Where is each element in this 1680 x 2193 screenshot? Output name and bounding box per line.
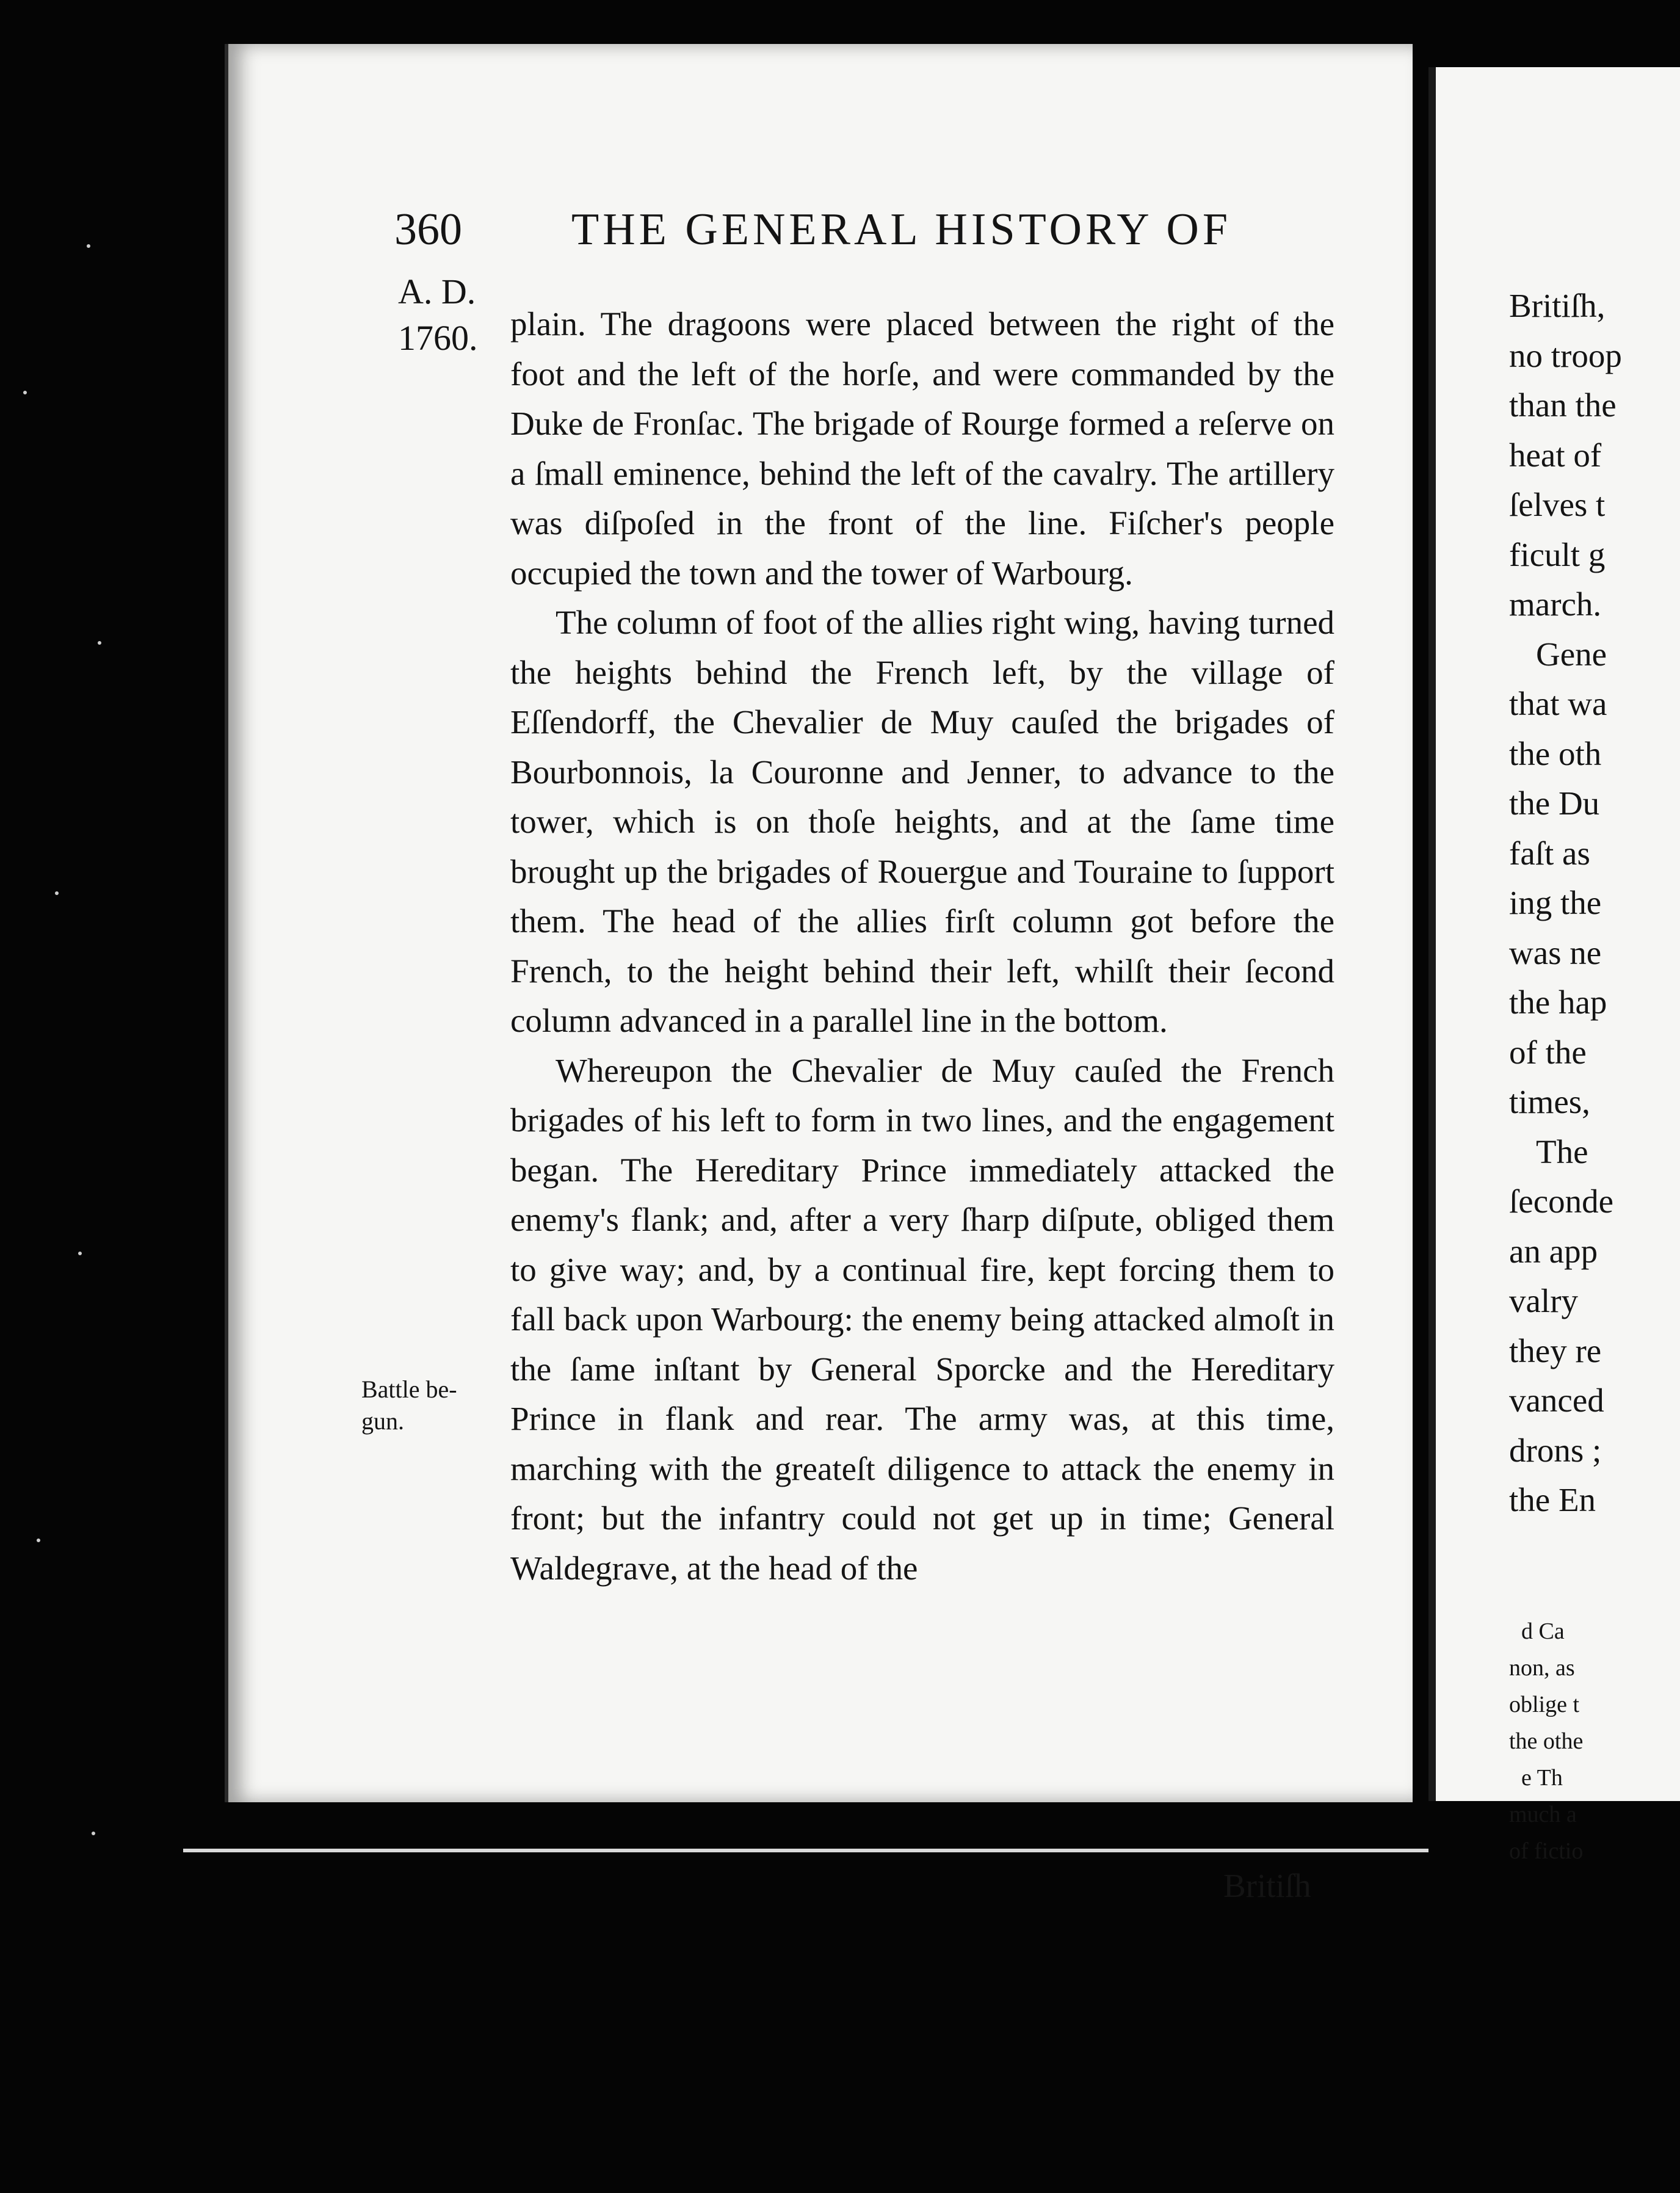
margin-date bbox=[398, 269, 478, 361]
margin-note-line2: gun. bbox=[361, 1407, 404, 1435]
right-line: Gene bbox=[1536, 635, 1607, 673]
margin-note-line1: Battle be- bbox=[361, 1376, 457, 1403]
right-page-fragment bbox=[1428, 67, 1680, 1864]
margin-date-line1: A. D. bbox=[398, 272, 476, 311]
right-line: valry bbox=[1509, 1282, 1579, 1319]
page-number: 360 bbox=[394, 205, 462, 255]
dust-speck bbox=[78, 1252, 82, 1255]
paragraph: plain. The dragoons were placed between the right of the foot and the left of the horſe, and were commanded by the Duke de Fronſac. The brigade of Rourge formed a reſerve on a ſmall eminence, behind the left of the cavalry. The artillery was diſpoſed in the front of the line. Fiſcher's people occupied the town and the tower of Warbourg. bbox=[510, 305, 1334, 592]
margin-note bbox=[361, 1374, 496, 1437]
right-line: Britiſh, bbox=[1509, 287, 1606, 324]
right-line: march. bbox=[1509, 585, 1602, 623]
footnote-line: e Th bbox=[1521, 1765, 1563, 1791]
dust-speck bbox=[87, 244, 90, 248]
right-line: heat of bbox=[1509, 436, 1602, 474]
right-line: that wa bbox=[1509, 685, 1607, 722]
paragraph: Whereupon the Chevalier de Muy cauſed the French brigades of his left to form in two lines, and the engagement began. The Hereditary Prince immediately attacked the enemy's flank; and, after a very ſharp diſpute, obliged them to give way; and, by a continual fire, kept forcing them to fall back upon Warbourg: the enemy being attacked almoſt in the ſame inſtant by General Sporcke and the Hereditary Prince in flank and rear. The army was, at this time, marching with the greateſt diligence to attack the enemy in front; but the infantry could not get up in time; General Waldegrave, at the head of the bbox=[510, 1051, 1334, 1587]
running-head bbox=[394, 204, 1383, 271]
right-line: the Du bbox=[1509, 785, 1600, 822]
right-line: vanced bbox=[1509, 1382, 1604, 1419]
footnote-line: much a bbox=[1509, 1802, 1577, 1827]
paragraph: The column of foot of the allies right wing, having turned the heights behind the French left, by the village of Eſſendorff, the Chevalier de Muy cauſed the brigades of Bourbonnois, la Couronne and Jenner, to advance to the tower, which is on thoſe heights, and at the ſame time brought up the brigades of Rouergue and Touraine to ſupport them. The head of the allies firſt column got before the French, to the height behind their left, whilſt their ſecond column advanced in a parallel line in the bottom. bbox=[510, 604, 1334, 1039]
right-line: faſt as bbox=[1509, 834, 1590, 872]
right-line: ing the bbox=[1509, 884, 1602, 921]
right-line: an app bbox=[1509, 1232, 1598, 1270]
right-line: ſeconde bbox=[1509, 1183, 1614, 1220]
dust-speck bbox=[98, 641, 101, 645]
page-edge-line bbox=[183, 1849, 1428, 1852]
right-line: the En bbox=[1509, 1481, 1596, 1518]
right-line: ficult g bbox=[1509, 535, 1606, 573]
right-line: than the bbox=[1509, 386, 1617, 424]
right-line: the hap bbox=[1509, 984, 1607, 1021]
right-line: was ne bbox=[1509, 933, 1602, 971]
body-text bbox=[510, 299, 1334, 1593]
page-header-title: THE GENERAL HISTORY OF bbox=[571, 205, 1231, 255]
right-page-text bbox=[1509, 281, 1622, 1525]
footnote-line: d Ca bbox=[1521, 1618, 1565, 1644]
dust-speck bbox=[92, 1832, 95, 1835]
right-line: they re bbox=[1509, 1332, 1602, 1369]
right-line: no troop bbox=[1509, 336, 1622, 374]
right-page-footnotes bbox=[1509, 1613, 1583, 1869]
margin-date-line2: 1760. bbox=[398, 318, 478, 358]
footnote-line: non, as bbox=[1509, 1655, 1575, 1681]
dust-speck bbox=[55, 891, 59, 895]
right-line: the oth bbox=[1509, 734, 1602, 772]
dust-speck bbox=[37, 1539, 40, 1542]
catchword: Britiſh bbox=[1223, 1867, 1311, 1904]
right-line: The bbox=[1536, 1133, 1588, 1170]
footnote-line: oblige t bbox=[1509, 1692, 1580, 1717]
left-page bbox=[225, 44, 1413, 1904]
footnote-line: the othe bbox=[1509, 1728, 1584, 1754]
footnote-line: of fictio bbox=[1509, 1838, 1584, 1864]
right-line: times, bbox=[1509, 1083, 1590, 1120]
right-line: of the bbox=[1509, 1033, 1587, 1071]
right-line: drons ; bbox=[1509, 1431, 1602, 1469]
dust-speck bbox=[23, 391, 27, 394]
right-line: ſelves t bbox=[1509, 486, 1606, 523]
